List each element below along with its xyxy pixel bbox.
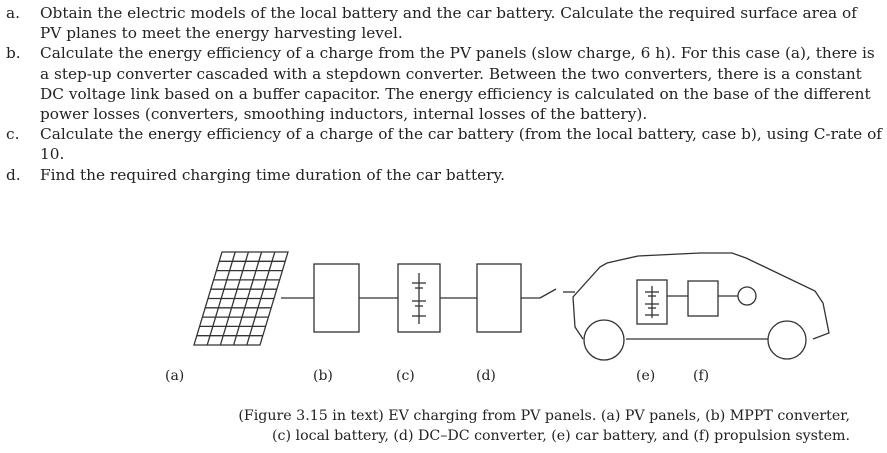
label-dc-dc-converter: (d) bbox=[476, 368, 496, 384]
charging-plug-icon bbox=[540, 289, 556, 298]
label-pv-panels: (a) bbox=[165, 368, 185, 384]
mppt-converter-block bbox=[314, 264, 359, 332]
caption-line: (Figure 3.15 in text) EV charging from PV panels. (a) PV panels, (b) MPPT converter, bbox=[238, 408, 850, 424]
car-battery-icon bbox=[637, 280, 667, 324]
question-text: Find the required charging time duration of the car battery. bbox=[40, 165, 505, 184]
propulsion-system-block bbox=[688, 281, 718, 316]
figure-caption bbox=[238, 406, 850, 446]
question-text: Calculate the energy efficiency of a charge of the car battery (from the local battery, case b), using C-rate of 10. bbox=[40, 125, 882, 164]
question-label: b. bbox=[6, 44, 21, 63]
question-text: Calculate the energy efficiency of a charge from the PV panels (slow charge, 6 h). For this case (a), there is a step-up converter cascaded with a stepdown converter. Between the two converters, there is a constant DC voltage link based on a buffer capacitor. The energy efficiency is calculated on the base of the different power losses (converters, smoothing inductors, internal losses of the battery). bbox=[40, 44, 875, 124]
question-label: a. bbox=[6, 4, 20, 22]
motor-icon bbox=[738, 287, 756, 305]
dc-dc-converter-block bbox=[477, 264, 521, 332]
local-battery-icon bbox=[398, 264, 440, 332]
car-body-icon bbox=[573, 253, 829, 360]
label-car-battery: (e) bbox=[636, 368, 656, 384]
label-propulsion-system: (f) bbox=[693, 368, 710, 384]
caption-line: (c) local battery, (d) DC–DC converter, (e) car battery, and (f) propulsion system. bbox=[272, 428, 850, 444]
label-mppt-converter: (b) bbox=[313, 368, 333, 384]
pv-panel-icon bbox=[194, 252, 288, 345]
question-text: Obtain the electric models of the local battery and the car battery. Calculate the required surface area of PV planes to meet the energy harvesting level. bbox=[40, 4, 857, 43]
question-label: d. bbox=[6, 165, 21, 184]
label-local-battery: (c) bbox=[396, 368, 415, 384]
question-label: c. bbox=[6, 125, 20, 144]
